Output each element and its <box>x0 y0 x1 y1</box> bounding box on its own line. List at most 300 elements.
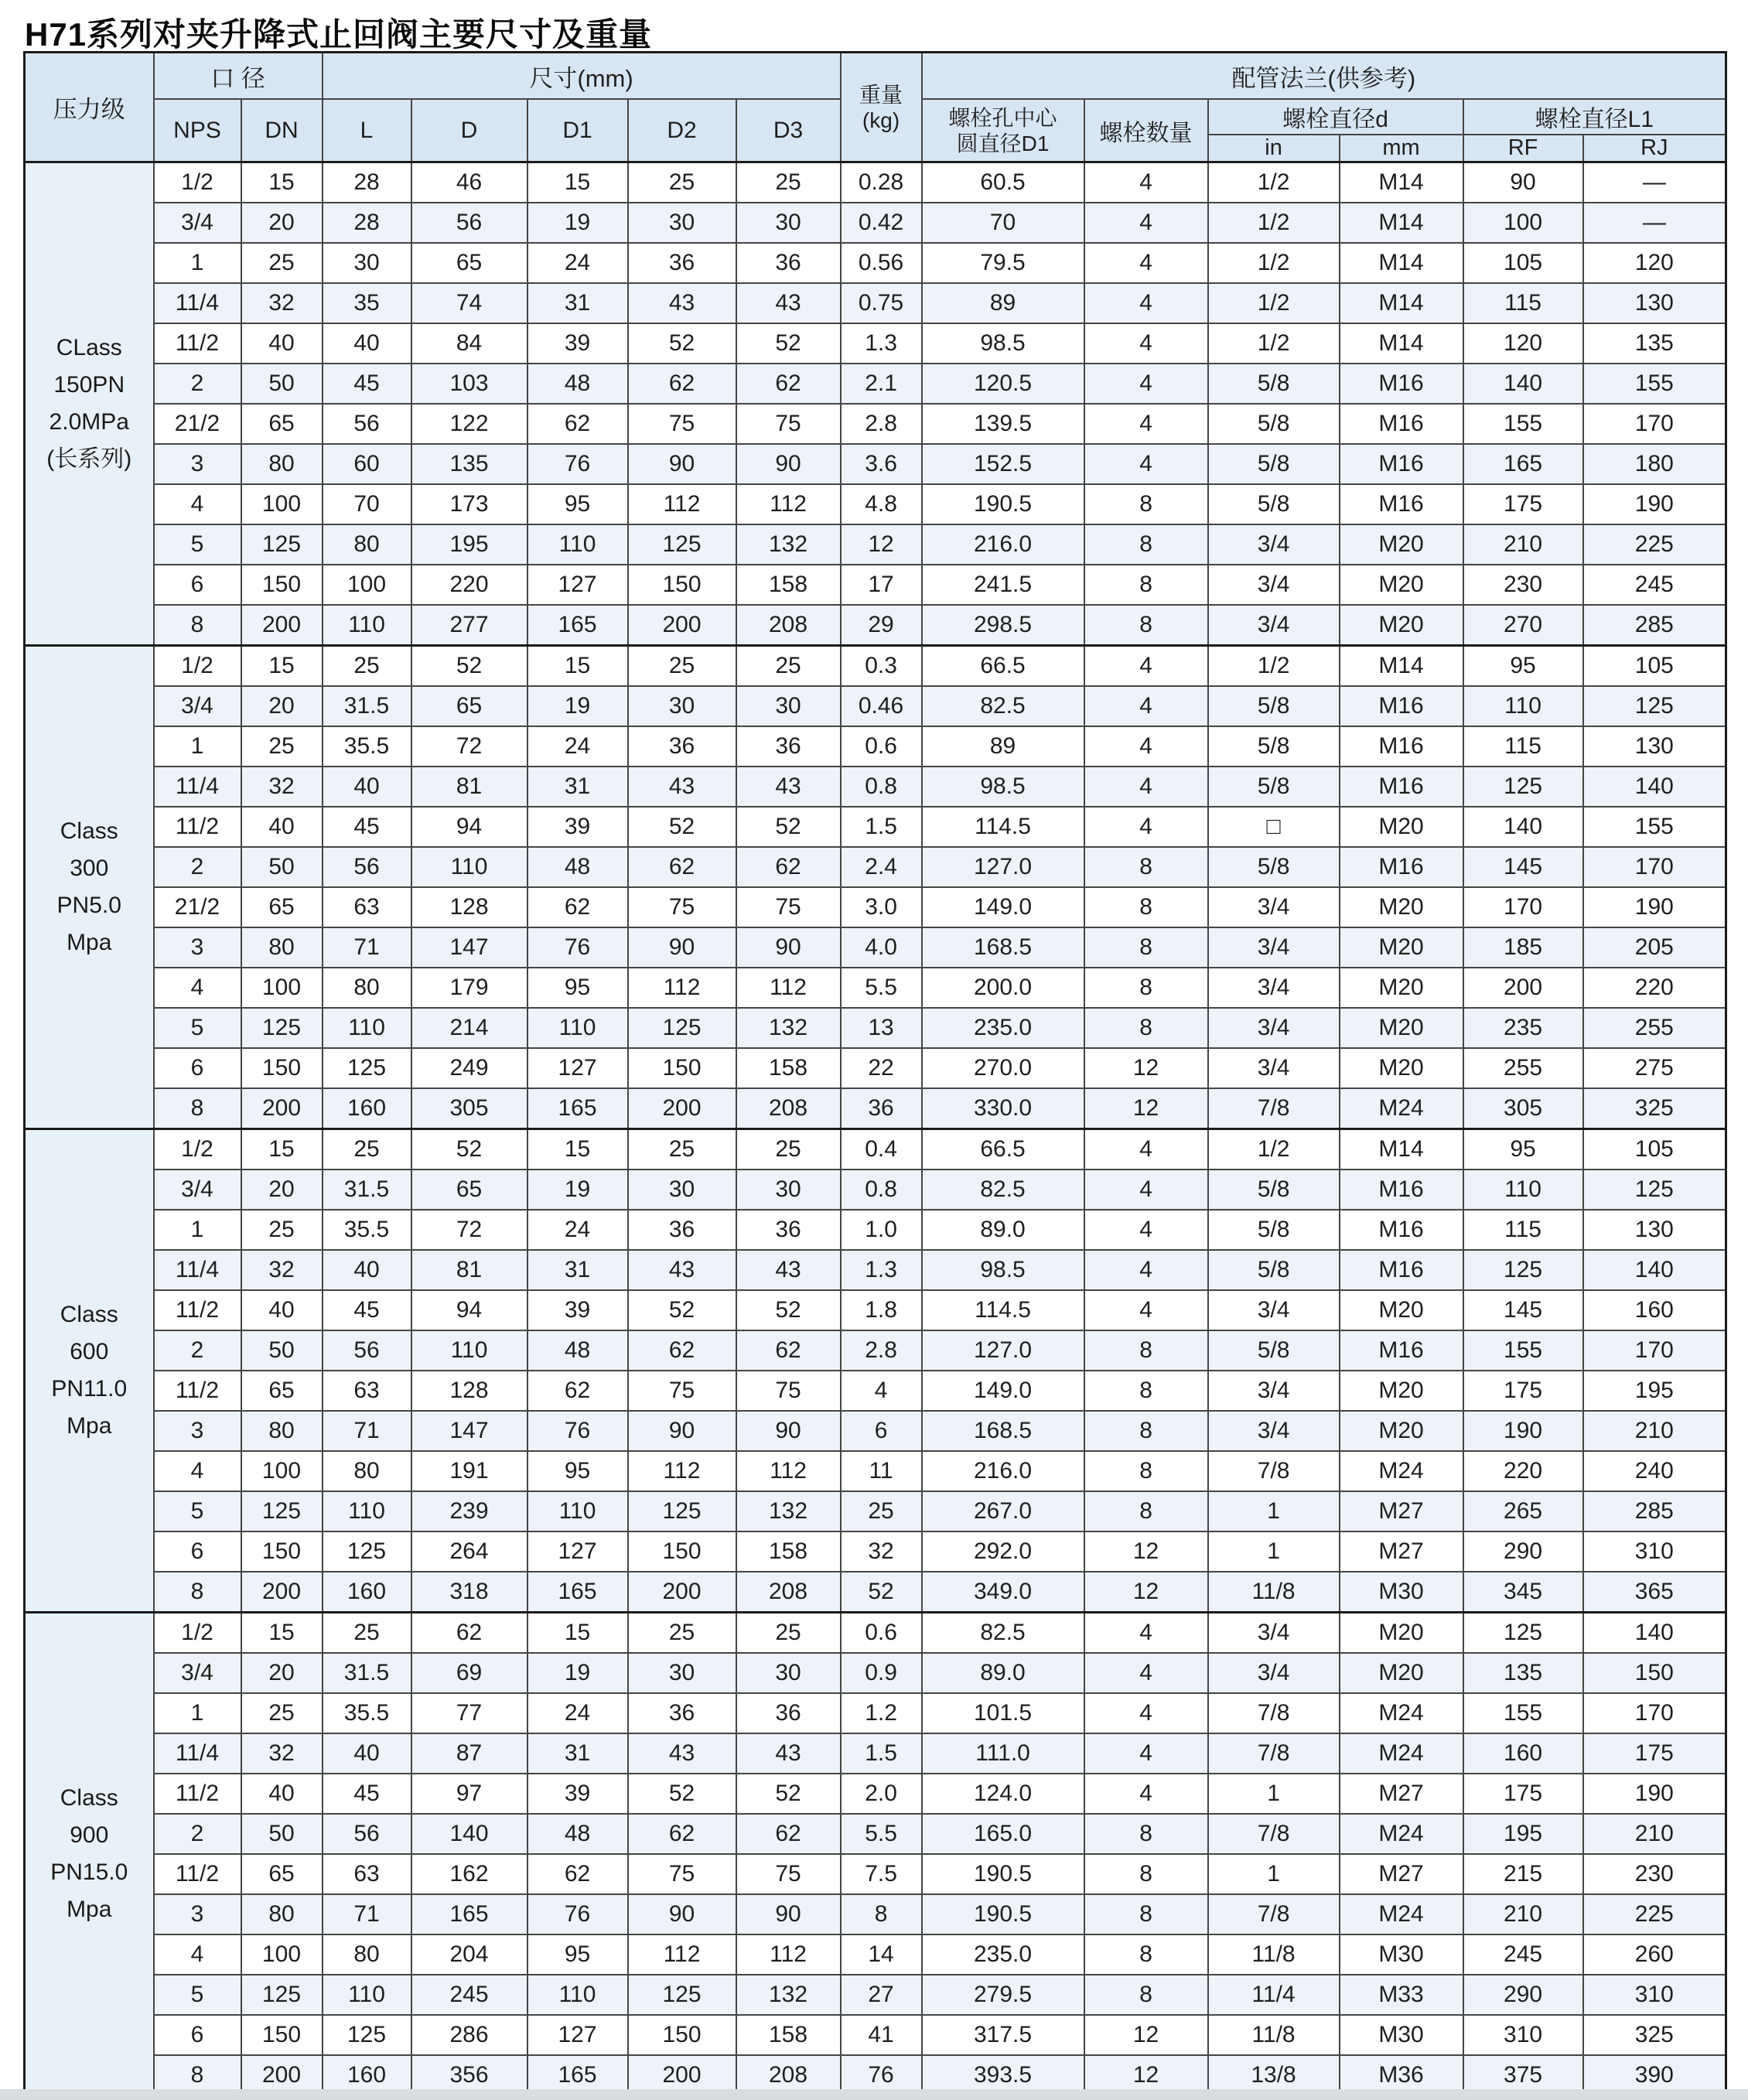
cell: 2.8 <box>841 1330 922 1371</box>
cell: 12 <box>1084 1572 1208 1613</box>
cell: 140 <box>1463 807 1583 847</box>
cell: 0.8 <box>841 767 922 807</box>
cell: M24 <box>1340 1814 1463 1854</box>
cell: 70 <box>323 484 411 524</box>
cell: 390 <box>1583 2055 1726 2096</box>
cell: 70 <box>922 203 1084 243</box>
cell: 393.5 <box>922 2055 1084 2096</box>
table-row <box>25 323 1726 364</box>
cell: 52 <box>628 1774 736 1814</box>
table-row <box>25 1411 1726 1451</box>
cell: 110 <box>1463 686 1583 726</box>
cell: 3/4 <box>1208 524 1340 565</box>
cell: 305 <box>1463 1088 1583 1129</box>
cell: M30 <box>1340 1572 1463 1613</box>
cell: 235.0 <box>922 1934 1084 1975</box>
cell: 125 <box>323 2015 411 2055</box>
cell: 115 <box>1463 283 1583 323</box>
cell: 140 <box>1463 364 1583 404</box>
cell: 190 <box>1583 887 1726 927</box>
cell: 4 <box>1084 1210 1208 1250</box>
cell: 4 <box>154 968 241 1008</box>
cell: 62 <box>628 1330 736 1371</box>
cell: 45 <box>323 1290 411 1330</box>
cell: 190 <box>1463 1411 1583 1451</box>
cell: M27 <box>1340 1854 1463 1894</box>
cell: 4 <box>1084 243 1208 283</box>
cell: 71 <box>323 1894 411 1934</box>
cell: 155 <box>1463 1693 1583 1733</box>
header-diameter-group: 口 径 <box>154 53 323 100</box>
cell: 81 <box>411 767 527 807</box>
header-bolt-circle <box>922 99 1084 162</box>
cell: 19 <box>527 1170 628 1210</box>
cell: M30 <box>1340 2015 1463 2055</box>
cell: 5/8 <box>1208 444 1340 484</box>
cell: 325 <box>1583 1088 1726 1129</box>
cell: 127 <box>527 2015 628 2055</box>
cell: 132 <box>736 524 841 565</box>
cell: 120 <box>1583 243 1726 283</box>
cell: 31.5 <box>323 686 411 726</box>
cell: 12 <box>1084 2015 1208 2055</box>
cell: 3/4 <box>1208 1371 1340 1411</box>
cell: 25 <box>736 646 841 687</box>
cell: 5 <box>154 1008 241 1048</box>
cell: 80 <box>323 968 411 1008</box>
cell: 52 <box>736 323 841 364</box>
cell: 139.5 <box>922 404 1084 444</box>
cell: 24 <box>527 1210 628 1250</box>
cell: 80 <box>323 524 411 565</box>
cell: 62 <box>736 364 841 404</box>
cell: 69 <box>411 1653 527 1693</box>
table-row <box>25 1170 1726 1210</box>
cell: M16 <box>1340 726 1463 767</box>
cell: 241.5 <box>922 565 1084 605</box>
cell: 195 <box>1583 1371 1726 1411</box>
cell: 32 <box>841 1531 922 1572</box>
cell: 165 <box>527 605 628 646</box>
cell: M24 <box>1340 1894 1463 1934</box>
cell: 160 <box>1583 1290 1726 1330</box>
cell: 8 <box>1084 1854 1208 1894</box>
cell: M24 <box>1340 1733 1463 1774</box>
cell: 15 <box>527 1613 628 1654</box>
cell: 52 <box>411 1129 527 1170</box>
cell: 1/2 <box>154 1613 241 1654</box>
cell: 115 <box>1463 726 1583 767</box>
cell: 24 <box>527 243 628 283</box>
cell: M14 <box>1340 283 1463 323</box>
table-row <box>25 203 1726 243</box>
cell: 89.0 <box>922 1653 1084 1693</box>
cell: 43 <box>736 1733 841 1774</box>
cell: 204 <box>411 1934 527 1975</box>
cell: M30 <box>1340 1934 1463 1975</box>
cell: 310 <box>1583 1531 1726 1572</box>
table-row <box>25 2015 1726 2055</box>
header-flange-group: 配管法兰(供参考) <box>922 53 1726 100</box>
cell: 4 <box>1084 807 1208 847</box>
cell: 110 <box>323 1008 411 1048</box>
cell: 43 <box>628 283 736 323</box>
cell: 3/4 <box>154 203 241 243</box>
cell: 63 <box>323 1854 411 1894</box>
cell: 36 <box>628 726 736 767</box>
cell: 40 <box>241 1290 323 1330</box>
cell: 11/2 <box>154 1371 241 1411</box>
cell: M16 <box>1340 404 1463 444</box>
table-row <box>25 243 1726 283</box>
cell: 180 <box>1583 444 1726 484</box>
cell: 0.46 <box>841 686 922 726</box>
cell: 210 <box>1463 524 1583 565</box>
table-row <box>25 1371 1726 1411</box>
cell: 150 <box>241 1531 323 1572</box>
cell: 4 <box>154 1934 241 1975</box>
cell: 11/2 <box>154 1774 241 1814</box>
header-bolt-dia-d: 螺栓直径d <box>1208 99 1463 135</box>
cell: 62 <box>527 1854 628 1894</box>
cell: 330.0 <box>922 1088 1084 1129</box>
cell: 325 <box>1583 2015 1726 2055</box>
cell: 3/4 <box>1208 927 1340 968</box>
cell: 1 <box>154 243 241 283</box>
cell: 19 <box>527 1653 628 1693</box>
cell: 208 <box>736 605 841 646</box>
cell: 125 <box>1583 686 1726 726</box>
cell: 48 <box>527 1330 628 1371</box>
cell: 90 <box>1463 162 1583 203</box>
cell: 52 <box>628 807 736 847</box>
cell: 80 <box>241 927 323 968</box>
cell: 140 <box>1583 1250 1726 1290</box>
cell: 90 <box>628 1411 736 1451</box>
cell: M24 <box>1340 1693 1463 1733</box>
cell: 39 <box>527 1774 628 1814</box>
cell: 4 <box>1084 1733 1208 1774</box>
cell: 255 <box>1583 1008 1726 1048</box>
cell: 25 <box>323 1129 411 1170</box>
cell: 195 <box>411 524 527 565</box>
table-row <box>25 1814 1726 1854</box>
cell: 195 <box>1463 1814 1583 1854</box>
cell: 15 <box>241 646 323 687</box>
cell: M27 <box>1340 1774 1463 1814</box>
cell: 4 <box>1084 726 1208 767</box>
cell: 12 <box>841 524 922 565</box>
cell: 105 <box>1463 243 1583 283</box>
table-row <box>25 1210 1726 1250</box>
cell: 225 <box>1583 1894 1726 1934</box>
cell: 0.75 <box>841 283 922 323</box>
cell: 52 <box>841 1572 922 1613</box>
cell: 82.5 <box>922 1170 1084 1210</box>
cell: M24 <box>1340 1451 1463 1491</box>
cell: 8 <box>1084 484 1208 524</box>
cell: 50 <box>241 1330 323 1371</box>
cell: 95 <box>527 1451 628 1491</box>
cell: 200.0 <box>922 968 1084 1008</box>
cell: 175 <box>1463 1371 1583 1411</box>
cell: 90 <box>736 927 841 968</box>
cell: M24 <box>1340 1088 1463 1129</box>
cell: 5/8 <box>1208 484 1340 524</box>
cell: 114.5 <box>922 807 1084 847</box>
cell: 216.0 <box>922 1451 1084 1491</box>
cell: 19 <box>527 686 628 726</box>
cell: 277 <box>411 605 527 646</box>
cell: 4 <box>1084 444 1208 484</box>
cell: 298.5 <box>922 605 1084 646</box>
cell: 52 <box>628 1290 736 1330</box>
cell: 2 <box>154 1814 241 1854</box>
cell: 235.0 <box>922 1008 1084 1048</box>
cell: 8 <box>1084 1491 1208 1531</box>
cell: 80 <box>241 1894 323 1934</box>
cell: 375 <box>1463 2055 1583 2096</box>
cell: 165.0 <box>922 1814 1084 1854</box>
cell: 5/8 <box>1208 404 1340 444</box>
cell: 200 <box>628 1572 736 1613</box>
header-weight-line1: 重量 <box>859 82 903 107</box>
cell: 1 <box>154 726 241 767</box>
cell: 76 <box>527 1894 628 1934</box>
table-row <box>25 364 1726 404</box>
cell: 0.4 <box>841 1129 922 1170</box>
cell: 140 <box>411 1814 527 1854</box>
header-weight <box>841 53 922 162</box>
cell: 149.0 <box>922 887 1084 927</box>
cell: 36 <box>628 1693 736 1733</box>
cell: 5/8 <box>1208 364 1340 404</box>
table-row <box>25 1613 1726 1654</box>
cell: 190.5 <box>922 1894 1084 1934</box>
cell: 200 <box>628 2055 736 2096</box>
cell: 150 <box>241 565 323 605</box>
dimensions-table <box>23 51 1727 2097</box>
cell: 4 <box>1084 162 1208 203</box>
cell: 165 <box>527 1572 628 1613</box>
cell: 105 <box>1583 1129 1726 1170</box>
cell: 112 <box>736 968 841 1008</box>
table-row <box>25 767 1726 807</box>
cell: 52 <box>628 323 736 364</box>
cell: 11/4 <box>1208 1975 1340 2015</box>
cell: 0.3 <box>841 646 922 687</box>
cell: 120.5 <box>922 364 1084 404</box>
cell: 216.0 <box>922 524 1084 565</box>
table-row <box>25 605 1726 646</box>
cell: 31.5 <box>323 1170 411 1210</box>
cell: 30 <box>628 1653 736 1693</box>
cell: 345 <box>1463 1572 1583 1613</box>
cell: 32 <box>241 1733 323 1774</box>
cell: M14 <box>1340 203 1463 243</box>
cell: 155 <box>1583 364 1726 404</box>
cell: 13 <box>841 1008 922 1048</box>
cell: 8 <box>1084 1371 1208 1411</box>
cell: 25 <box>736 1613 841 1654</box>
cell: 150 <box>241 1048 323 1088</box>
cell: M16 <box>1340 1210 1463 1250</box>
cell: 95 <box>527 1934 628 1975</box>
cell: 65 <box>411 1170 527 1210</box>
cell: 43 <box>628 767 736 807</box>
cell: 7.5 <box>841 1854 922 1894</box>
cell: 150 <box>628 2015 736 2055</box>
cell: 100 <box>323 565 411 605</box>
cell: 40 <box>241 1774 323 1814</box>
cell: 264 <box>411 1531 527 1572</box>
cell: 4 <box>1084 1290 1208 1330</box>
cell: 4 <box>841 1371 922 1411</box>
cell: 160 <box>323 2055 411 2096</box>
cell: 4 <box>1084 1693 1208 1733</box>
cell: 3/4 <box>154 1170 241 1210</box>
cell: 30 <box>736 686 841 726</box>
cell: 8 <box>154 605 241 646</box>
cell: 19 <box>527 203 628 243</box>
cell: 147 <box>411 927 527 968</box>
cell: 62 <box>736 1814 841 1854</box>
cell: 4 <box>1084 1774 1208 1814</box>
header-pressure-class: 压力级 <box>25 53 154 162</box>
cell: 317.5 <box>922 2015 1084 2055</box>
cell: 90 <box>628 927 736 968</box>
cell: 150 <box>1583 1653 1726 1693</box>
header-dn: DN <box>241 99 323 162</box>
cell: 214 <box>411 1008 527 1048</box>
cell: 45 <box>323 1774 411 1814</box>
cell: 125 <box>1463 1250 1583 1290</box>
cell: 8 <box>1084 1008 1208 1048</box>
cell: 220 <box>411 565 527 605</box>
cell: 1.5 <box>841 807 922 847</box>
cell: 25 <box>628 646 736 687</box>
table-row <box>25 1693 1726 1733</box>
table-row <box>25 646 1726 687</box>
cell: 11/8 <box>1208 1572 1340 1613</box>
cell: 15 <box>241 1613 323 1654</box>
cell: 170 <box>1583 404 1726 444</box>
cell: 130 <box>1583 283 1726 323</box>
cell: 12 <box>1084 2055 1208 2096</box>
cell: 6 <box>154 565 241 605</box>
cell: 3/4 <box>1208 968 1340 1008</box>
cell: 79.5 <box>922 243 1084 283</box>
cell: 0.56 <box>841 243 922 283</box>
table-row <box>25 1491 1726 1531</box>
cell: 8 <box>1084 605 1208 646</box>
cell: 11/2 <box>154 1854 241 1894</box>
cell: 0.6 <box>841 726 922 767</box>
cell: 190 <box>1583 484 1726 524</box>
cell: 8 <box>1084 968 1208 1008</box>
cell: 160 <box>323 1572 411 1613</box>
cell: 0.28 <box>841 162 922 203</box>
cell: 279.5 <box>922 1975 1084 2015</box>
cell: 31 <box>527 1733 628 1774</box>
cell: 40 <box>241 807 323 847</box>
cell: 100 <box>241 1934 323 1975</box>
cell: 43 <box>736 767 841 807</box>
cell: 11/8 <box>1208 1934 1340 1975</box>
cell: 65 <box>241 887 323 927</box>
header-unit-rj: RJ <box>1583 135 1726 162</box>
cell: 12 <box>1084 1531 1208 1572</box>
cell: 39 <box>527 807 628 847</box>
cell: 76 <box>527 1411 628 1451</box>
cell: 8 <box>1084 1934 1208 1975</box>
cell: 122 <box>411 404 527 444</box>
cell: 8 <box>1084 1411 1208 1451</box>
cell: 3/4 <box>1208 1411 1340 1451</box>
cell: 8 <box>1084 565 1208 605</box>
cell: 8 <box>154 1572 241 1613</box>
cell: 8 <box>1084 1814 1208 1854</box>
cell: 65 <box>411 243 527 283</box>
cell: 74 <box>411 283 527 323</box>
cell: 72 <box>411 726 527 767</box>
cell: 75 <box>628 1371 736 1411</box>
cell: 270.0 <box>922 1048 1084 1088</box>
cell: 63 <box>323 887 411 927</box>
cell: 127.0 <box>922 1330 1084 1371</box>
cell: 1.0 <box>841 1210 922 1250</box>
cell: 2.4 <box>841 847 922 887</box>
cell: M20 <box>1340 887 1463 927</box>
cell: 62 <box>527 1371 628 1411</box>
header-bolt-circle-line2: 圆直径D1 <box>956 131 1050 155</box>
cell: 120 <box>1463 323 1583 364</box>
table-row <box>25 524 1726 565</box>
cell: 25 <box>841 1491 922 1531</box>
table-row <box>25 1048 1726 1088</box>
cell: 135 <box>1583 323 1726 364</box>
cell: 162 <box>411 1854 527 1894</box>
cell: 50 <box>241 364 323 404</box>
header-col-d1: D1 <box>527 99 628 162</box>
cell: 46 <box>411 162 527 203</box>
cell: 76 <box>527 444 628 484</box>
cell: 7/8 <box>1208 1693 1340 1733</box>
cell: 50 <box>241 1814 323 1854</box>
cell: 2.1 <box>841 364 922 404</box>
cell: 1 <box>1208 1531 1340 1572</box>
cell: 318 <box>411 1572 527 1613</box>
cell: 8 <box>1084 887 1208 927</box>
table-row <box>25 1854 1726 1894</box>
cell: 36 <box>736 1210 841 1250</box>
cell: 90 <box>736 444 841 484</box>
cell: 94 <box>411 1290 527 1330</box>
cell: 130 <box>1583 726 1726 767</box>
cell: 265 <box>1463 1491 1583 1531</box>
cell: 62 <box>527 887 628 927</box>
cell: 98.5 <box>922 1250 1084 1290</box>
cell: 4 <box>1084 1129 1208 1170</box>
cell: 127 <box>527 565 628 605</box>
cell: 75 <box>628 404 736 444</box>
cell: 25 <box>241 726 323 767</box>
cell: 95 <box>1463 1129 1583 1170</box>
table-row <box>25 1008 1726 1048</box>
cell: 4 <box>1084 686 1208 726</box>
table-row <box>25 1653 1726 1693</box>
cell: 90 <box>628 1894 736 1934</box>
